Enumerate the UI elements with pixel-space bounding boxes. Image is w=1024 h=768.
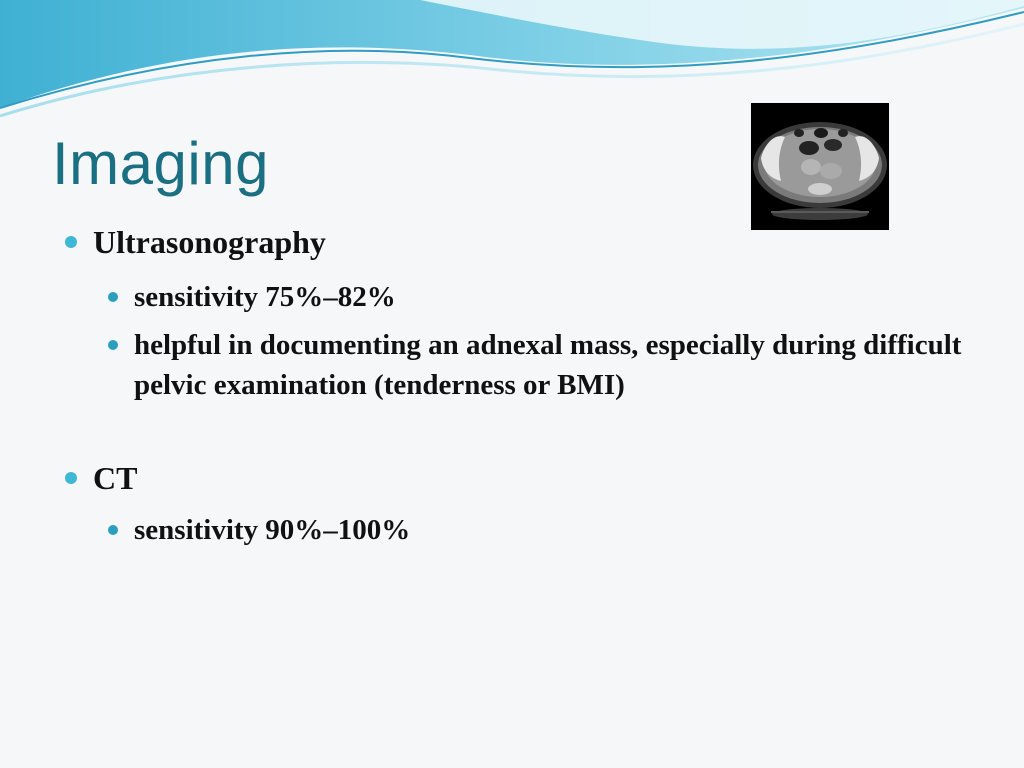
subbullet-us-adnexal-mass: helpful in documenting an adnexal mass, especially during difficult pelvic examination (tenderness or BMI): [134, 325, 994, 405]
slide-title: Imaging: [52, 130, 269, 197]
bullet-ct: CT: [93, 458, 973, 498]
subbullet-us-sensitivity: sensitivity 75%–82%: [134, 277, 994, 317]
ct-scan-image: [751, 103, 889, 230]
bullet-ultrasonography: Ultrasonography: [93, 222, 973, 262]
subbullet-ct-sensitivity: sensitivity 90%–100%: [134, 510, 994, 550]
